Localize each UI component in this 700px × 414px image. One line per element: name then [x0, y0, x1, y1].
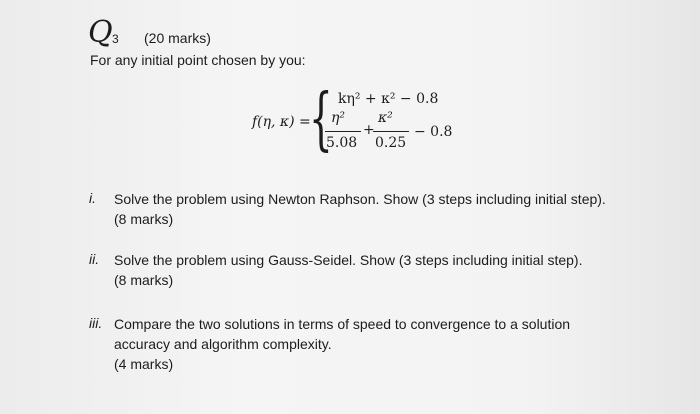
item-text: Solve the problem using Gauss-Seidel. Show (3 steps including initial step). — [114, 252, 583, 268]
question-symbol: Q — [88, 15, 113, 50]
item-marks: (8 marks) — [114, 272, 174, 288]
question-number: 3 — [112, 32, 119, 46]
fraction-2-numerator: κ² — [378, 110, 393, 126]
fraction-1-bar — [325, 131, 361, 132]
left-brace: { — [309, 80, 333, 159]
intro-text: For any initial point chosen by you: — [90, 52, 306, 68]
list-item — [114, 189, 654, 229]
item-numeral-1: i. — [89, 190, 96, 206]
item-marks: (4 marks) — [114, 356, 174, 372]
list-item — [114, 314, 614, 374]
equation-row-1: kη² + κ² − 0.8 — [338, 91, 439, 107]
list-item — [114, 250, 654, 290]
item-text: Compare the two solutions in terms of speed to convergence to a solution accuracy and algorithm complexity. — [114, 316, 571, 352]
function-label: f(η, κ) = — [252, 114, 311, 130]
fraction-1-numerator: η² — [331, 110, 345, 126]
item-numeral-2: ii. — [89, 251, 100, 267]
fraction-1-denominator: 5.08 — [326, 135, 358, 151]
total-marks: (20 marks) — [144, 30, 211, 46]
item-text: Solve the problem using Newton Raphson. Show (3 steps including initial step). — [114, 191, 606, 207]
item-numeral-3: iii. — [89, 315, 103, 331]
equation-constant: − 0.8 — [414, 124, 453, 140]
item-marks: (8 marks) — [114, 211, 174, 227]
fraction-2-denominator: 0.25 — [375, 135, 407, 151]
plus-sign: + — [363, 122, 375, 138]
fraction-2-bar — [373, 131, 409, 132]
